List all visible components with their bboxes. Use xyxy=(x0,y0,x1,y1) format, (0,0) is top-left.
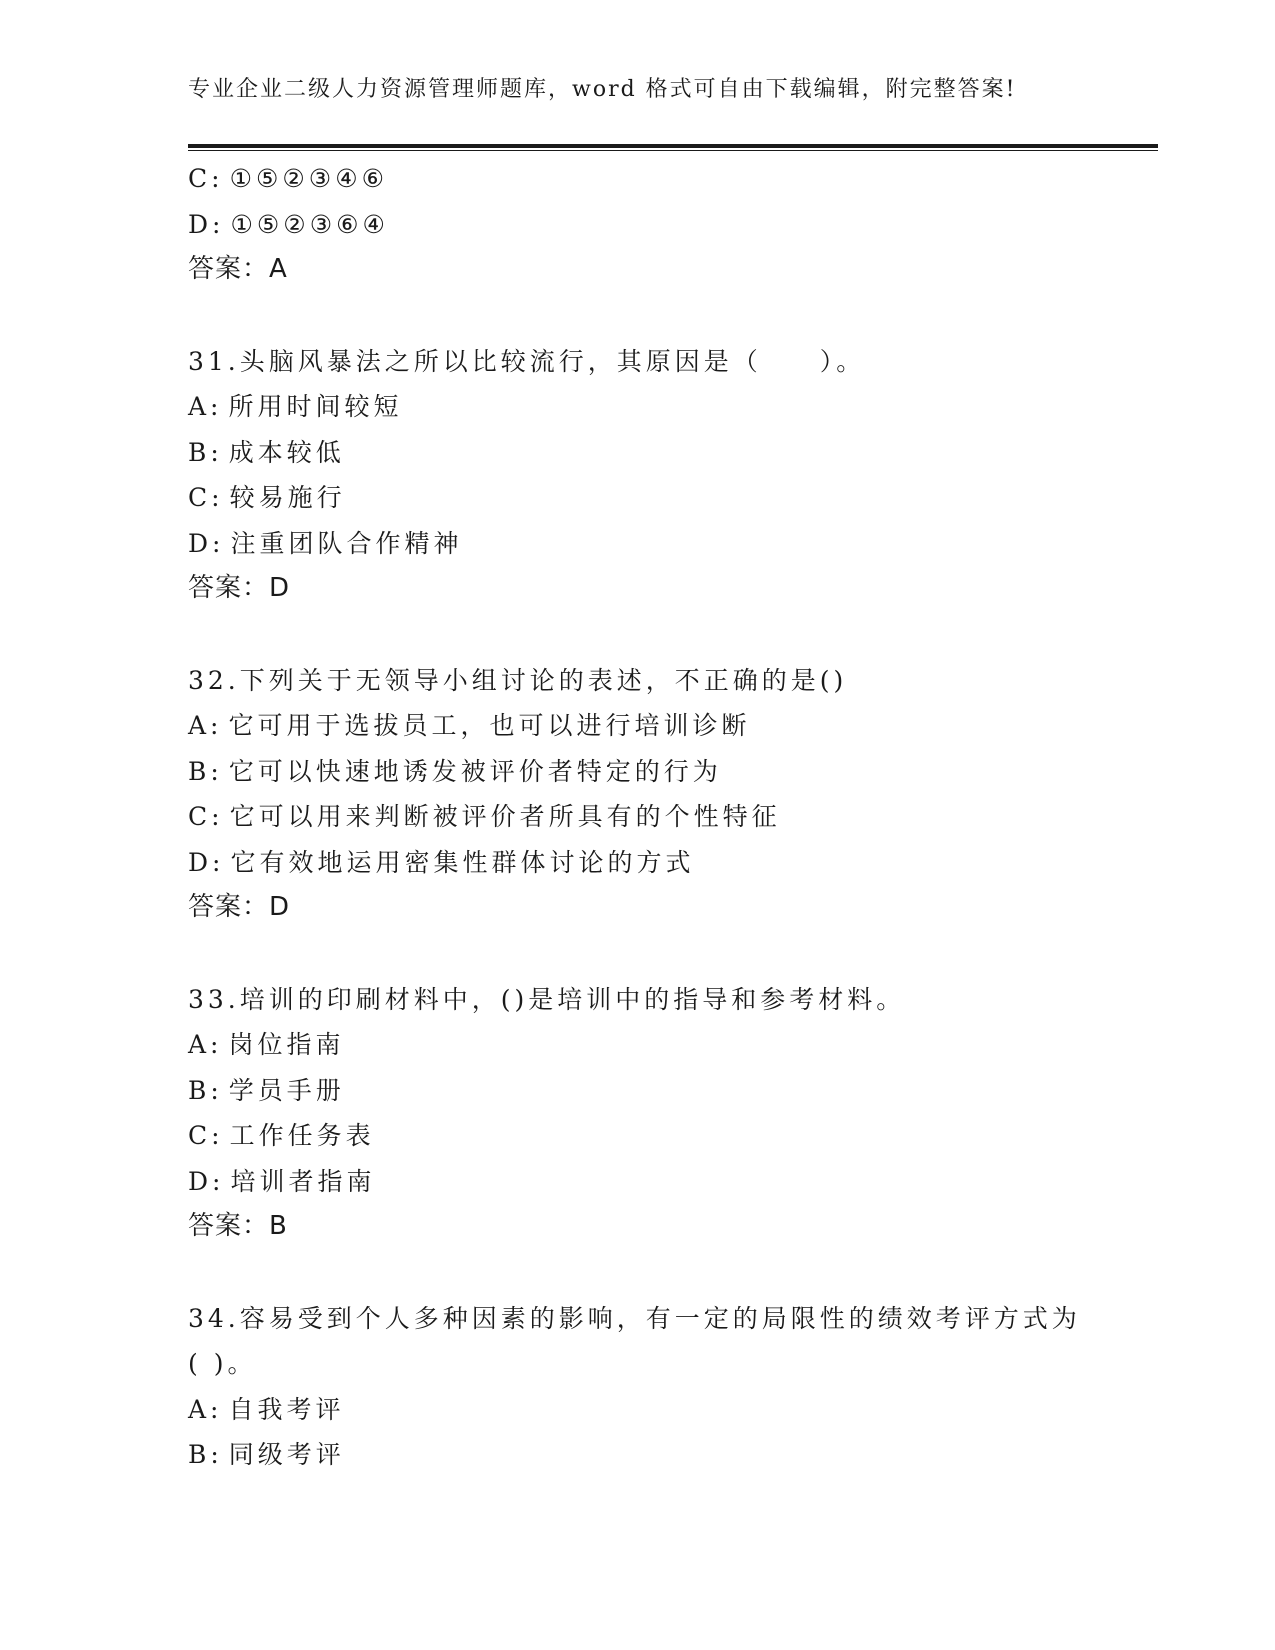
option-label: A: xyxy=(188,711,223,740)
spacer xyxy=(188,931,1088,977)
option-line xyxy=(188,521,1088,567)
option-text: 工作任务表 xyxy=(229,1121,375,1150)
question-34 xyxy=(188,1296,1088,1478)
spacer xyxy=(188,612,1088,658)
option-text: ①⑤②③④⑥ xyxy=(229,164,389,193)
question-stem: 33.培训的印刷材料中，()是培训中的指导和参考材料。 xyxy=(188,984,906,1014)
option-label: A: xyxy=(188,1394,223,1424)
option-line xyxy=(188,794,1088,840)
header-rule-thin xyxy=(188,150,1158,151)
option-label: D: xyxy=(188,209,225,239)
option-line xyxy=(188,430,1088,476)
question-stem-continued: ( )。 xyxy=(188,1349,257,1378)
option-text: 它可用于选拔员工，也可以进行培训诊断 xyxy=(228,711,751,740)
option-line xyxy=(188,384,1088,430)
option-label: D: xyxy=(188,1166,225,1196)
option-line xyxy=(188,1068,1088,1114)
option-line xyxy=(188,840,1088,886)
option-text: 同级考评 xyxy=(228,1440,345,1469)
option-text: 学员手册 xyxy=(228,1075,345,1105)
question-stem: 31.头脑风暴法之所以比较流行，其原因是（ ）。 xyxy=(188,346,866,376)
option-label: D: xyxy=(188,847,225,877)
option-text: 成本较低 xyxy=(228,437,345,467)
option-line xyxy=(188,1022,1088,1068)
option-label: D: xyxy=(188,528,225,558)
option-line xyxy=(188,749,1088,795)
option-label: C: xyxy=(188,802,224,831)
option-line xyxy=(188,1113,1088,1159)
spacer xyxy=(188,1250,1088,1296)
option-text: 所用时间较短 xyxy=(228,392,403,421)
question-stem: 34.容易受到个人多种因素的影响，有一定的局限性的绩效考评方式为 xyxy=(188,1303,1081,1333)
question-30-continuation xyxy=(188,156,1088,293)
answer-line: 答案：D xyxy=(188,573,291,603)
question-33 xyxy=(188,977,1088,1250)
option-line xyxy=(188,1159,1088,1205)
option-line xyxy=(188,1432,1088,1478)
option-line xyxy=(188,475,1088,521)
option-line xyxy=(188,703,1088,749)
option-label: B: xyxy=(188,1440,223,1469)
option-line xyxy=(188,202,1088,248)
header-rule-thick xyxy=(188,144,1158,148)
option-text: 它可以用来判断被评价者所具有的个性特征 xyxy=(229,802,781,831)
spacer xyxy=(188,293,1088,339)
option-label: B: xyxy=(188,1075,223,1105)
question-stem: 32.下列关于无领导小组讨论的表述，不正确的是() xyxy=(188,665,848,695)
answer-line: 答案：D xyxy=(188,892,291,922)
question-32 xyxy=(188,658,1088,931)
answer-line: 答案：A xyxy=(188,254,288,284)
option-label: C: xyxy=(188,483,224,512)
option-text: 它可以快速地诱发被评价者特定的行为 xyxy=(228,756,722,786)
option-label: B: xyxy=(188,756,223,786)
option-label: B: xyxy=(188,437,223,467)
option-label: C: xyxy=(188,164,224,193)
option-label: A: xyxy=(188,1030,223,1059)
option-text: 注重团队合作精神 xyxy=(230,528,463,558)
question-content xyxy=(188,156,1088,1478)
option-text: ①⑤②③⑥④ xyxy=(230,209,389,239)
option-label: A: xyxy=(188,392,223,421)
option-text: 培训者指南 xyxy=(230,1166,376,1196)
option-text: 它有效地运用密集性群体讨论的方式 xyxy=(230,847,695,877)
option-text: 岗位指南 xyxy=(228,1030,345,1059)
option-label: C: xyxy=(188,1121,224,1150)
option-text: 较易施行 xyxy=(229,483,346,512)
option-line xyxy=(188,156,1088,202)
question-31 xyxy=(188,339,1088,612)
option-text: 自我考评 xyxy=(228,1394,345,1424)
option-line xyxy=(188,1387,1088,1433)
answer-line: 答案：B xyxy=(188,1211,288,1241)
page-header-title: 专业企业二级人力资源管理师题库，word 格式可自由下载编辑，附完整答案! xyxy=(188,77,1017,102)
